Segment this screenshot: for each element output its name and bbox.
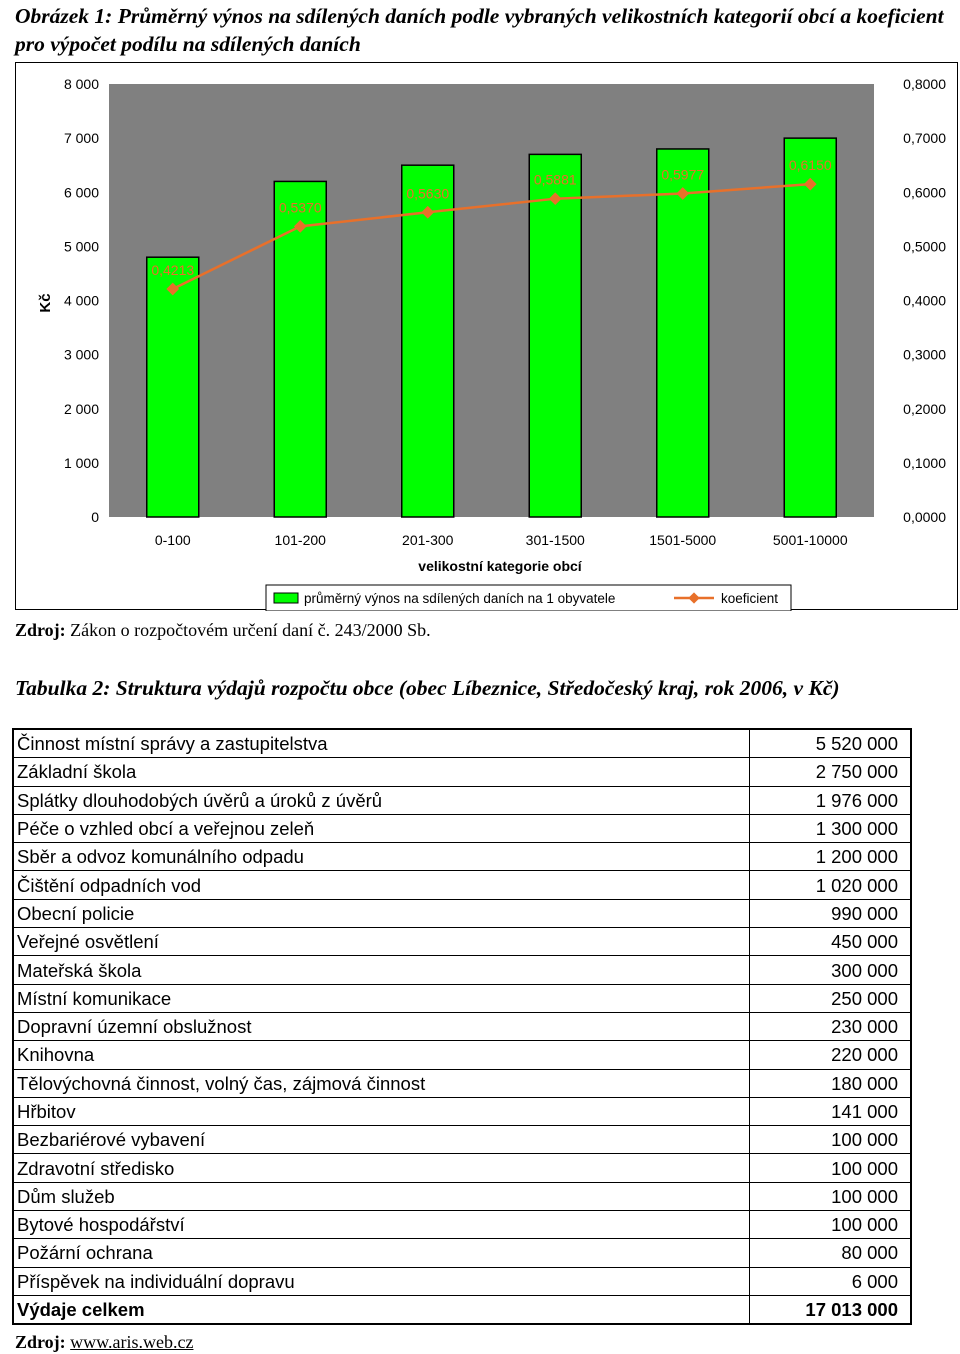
row-value: 450 000 [750,928,912,956]
row-value: 80 000 [750,1239,912,1267]
row-value: 100 000 [750,1126,912,1154]
chart-container [15,62,958,610]
data-label: 0,6150 [788,157,832,174]
row-label: Mateřská škola [13,956,750,984]
row-value: 17 013 000 [750,1295,912,1324]
x-tick-label: 201-300 [402,532,454,548]
row-value: 6 000 [750,1267,912,1295]
row-label: Bytové hospodářství [13,1211,750,1239]
plot-area [109,84,874,517]
table-row [13,786,911,814]
y-tick-label: 1 000 [63,454,99,471]
y-tick-label: 6 000 [63,184,99,201]
row-value: 990 000 [750,899,912,927]
y-tick-label: 2 000 [63,400,99,417]
row-label: Sběr a odvoz komunálního odpadu [13,843,750,871]
x-axis-label: velikostní kategorie obcí [418,558,582,574]
row-value: 5 520 000 [750,729,912,758]
y-tick-label: 5 000 [63,238,99,255]
row-value: 1 300 000 [750,814,912,842]
y2-tick-label: 0,7000 [903,130,946,147]
row-value: 2 750 000 [750,758,912,786]
data-label: 0,5977 [661,166,705,183]
y2-tick-label: 0,3000 [903,346,946,363]
table-title: Tabulka 2: Struktura výdajů rozpočtu obce (obec Líbeznice, Středočeský kraj, rok 2006, v Kč) [15,676,840,700]
source-label: Zdroj: [15,620,66,640]
row-label: Splátky dlouhodobých úvěrů a úroků z úvěrů [13,786,750,814]
table-row [13,729,911,758]
row-label: Dům služeb [13,1182,750,1210]
table-row [13,928,911,956]
row-label: Bezbariérové vybavení [13,1126,750,1154]
row-label: Příspěvek na individuální dopravu [13,1267,750,1295]
table-row [13,814,911,842]
row-label: Tělovýchovná činnost, volný čas, zájmová činnost [13,1069,750,1097]
table-row [13,1154,911,1182]
row-label: Dopravní územní obslužnost [13,1012,750,1040]
row-value: 220 000 [750,1041,912,1069]
x-tick-label: 5001-10000 [772,532,848,548]
x-tick-label: 101-200 [274,532,326,548]
y2-tick-label: 0,1000 [903,454,946,471]
legend-bar-label: průměrný výnos na sdílených daních na 1 obyvatele [304,591,616,606]
row-value: 250 000 [750,984,912,1012]
table-row [13,899,911,927]
row-label: Čištění odpadních vod [13,871,750,899]
data-label: 0,5881 [533,171,577,188]
row-label: Činnost místní správy a zastupitelstva [13,729,750,758]
table-row [13,1012,911,1040]
bar [529,154,581,517]
row-value: 180 000 [750,1069,912,1097]
table-row [13,1211,911,1239]
source-label: Zdroj: [15,1332,66,1352]
y-tick-label: 4 000 [63,292,99,309]
bar [784,138,836,517]
table-row [13,1267,911,1295]
y-tick-label: 0 [91,509,99,525]
y2-tick-label: 0,0000 [903,509,946,525]
row-value: 300 000 [750,956,912,984]
table-source [15,1331,193,1353]
y2-tick-label: 0,4000 [903,292,946,309]
table-row [13,843,911,871]
row-value: 230 000 [750,1012,912,1040]
row-label: Požární ochrana [13,1239,750,1267]
source-link[interactable]: www.aris.web.cz [70,1332,194,1352]
row-value: 100 000 [750,1154,912,1182]
row-value: 100 000 [750,1182,912,1210]
chart-source [15,619,431,641]
row-value: 1 976 000 [750,786,912,814]
x-tick-label: 1501-5000 [649,532,717,548]
figure-title: Obrázek 1: Průměrný výnos na sdílených daních podle vybraných velikostních kategorií obcí a koeficient pro výpočet podílu na sdílených daních [15,4,944,56]
y-axis-label: Kč [37,293,54,313]
row-label: Knihovna [13,1041,750,1069]
table-row [13,1182,911,1210]
legend-bar-swatch [274,593,298,603]
table-row [13,1041,911,1069]
y-tick-label: 3 000 [63,346,99,363]
table-row [13,984,911,1012]
bar [147,257,199,517]
row-label: Péče o vzhled obcí a veřejnou zeleň [13,814,750,842]
data-label: 0,5370 [278,199,322,216]
x-tick-label: 301-1500 [525,532,585,548]
table-row [13,1097,911,1125]
table-total-row [13,1295,911,1324]
y2-tick-label: 0,5000 [903,238,946,255]
table-row [13,871,911,899]
row-label: Výdaje celkem [13,1295,750,1324]
row-value: 1 200 000 [750,843,912,871]
row-label: Hřbitov [13,1097,750,1125]
data-label: 0,4213 [151,261,195,278]
row-label: Zdravotní středisko [13,1154,750,1182]
data-label: 0,5630 [406,185,450,202]
y2-tick-label: 0,6000 [903,184,946,201]
row-value: 100 000 [750,1211,912,1239]
row-value: 1 020 000 [750,871,912,899]
legend-line-label: koeficient [721,591,779,606]
row-value: 141 000 [750,1097,912,1125]
y-tick-label: 8 000 [63,76,99,92]
table-row [13,1239,911,1267]
combo-chart [16,63,959,611]
x-tick-label: 0-100 [154,532,191,548]
table-row [13,1126,911,1154]
y2-tick-label: 0,2000 [903,400,946,417]
table-row [13,956,911,984]
table-row [13,1069,911,1097]
table-row [13,758,911,786]
row-label: Základní škola [13,758,750,786]
y2-tick-label: 0,8000 [903,76,946,92]
row-label: Veřejné osvětlení [13,928,750,956]
y-tick-label: 7 000 [63,130,99,147]
source-text: Zákon o rozpočtovém určení daní č. 243/2000 Sb. [70,620,431,640]
bar [657,149,709,517]
row-label: Místní komunikace [13,984,750,1012]
expenditure-table [12,728,912,1325]
row-label: Obecní policie [13,899,750,927]
